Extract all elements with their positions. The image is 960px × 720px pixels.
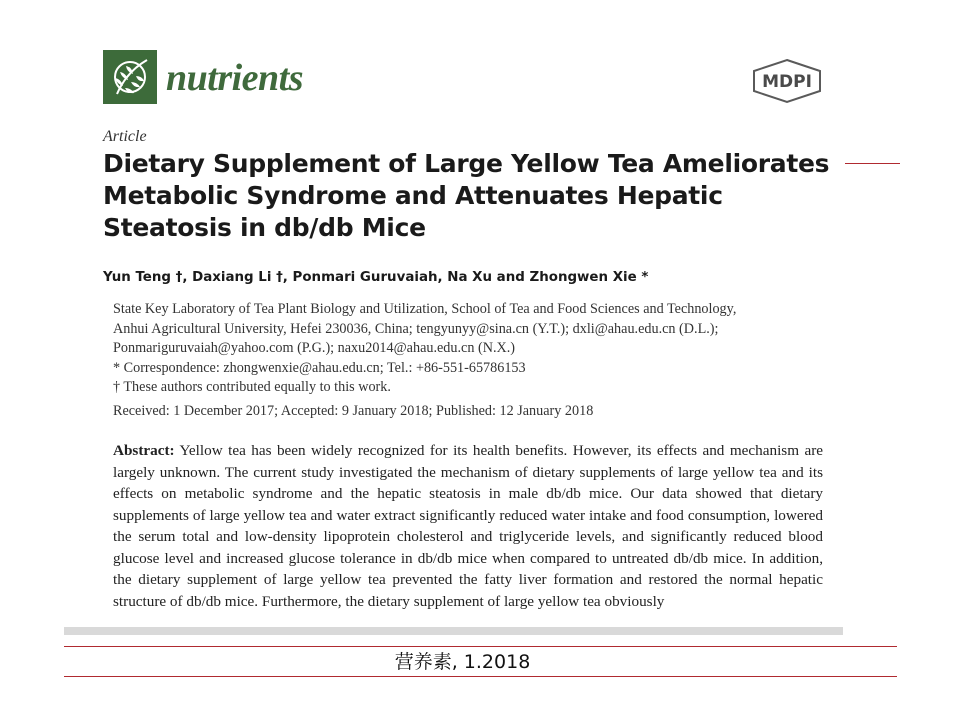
abstract xyxy=(113,440,823,612)
abstract-text: Yellow tea has been widely recognized for its health benefits. However, its effects and mechanism are largely unknown. The current study investigated the mechanism of dietary supplements of large yellow tea and its effects on metabolic syndrome and the hepatic steatosis in male db/db mice. Our data showed that dietary supplements of large yellow tea and water extract significantly reduced water intake and food consumption, lowered the serum total and low-density lipoprotein cholesterol and triglyceride levels, and significantly reduced blood glucose level and increased glucose tolerance in db/db mice when compared to untreated db/db mice. In addition, the dietary supplement of large yellow tea prevented the fatty liver formation and restored the normal hepatic structure of db/db mice. Furthermore, the dietary supplement of large yellow tea obviously xyxy=(113,442,824,610)
journal-name: nutrients xyxy=(166,57,304,99)
scan-crop-strip xyxy=(64,627,843,635)
abstract-label: Abstract: xyxy=(113,442,175,459)
article-type-label: Article xyxy=(103,128,147,145)
affiliation-line: Ponmariguruvaiah@yahoo.com (P.G.); naxu2014@ahau.edu.cn (N.X.) xyxy=(113,340,516,356)
author-list: Yun Teng †, Daxiang Li †, Ponmari Guruvaiah, Na Xu and Zhongwen Xie * xyxy=(103,270,649,285)
affiliation-line: State Key Laboratory of Tea Plant Biology and Utilization, School of Tea and Food Sciences and Technology, xyxy=(113,301,737,317)
slide-caption: 营养素, 1.2018 xyxy=(394,651,531,673)
slide-rule-bottom xyxy=(64,676,897,677)
article-title: Dietary Supplement of Large Yellow Tea Ameliorates Metabolic Syndrome and Attenuates Hepatic Steatosis in db/db Mice xyxy=(103,149,830,242)
publication-dates: Received: 1 December 2017; Accepted: 9 January 2018; Published: 12 January 2018 xyxy=(113,403,594,419)
equal-contribution-note: † These authors contributed equally to this work. xyxy=(113,379,391,395)
correspondence-line: * Correspondence: zhongwenxie@ahau.edu.cn; Tel.: +86-551-65786153 xyxy=(113,359,526,376)
publisher-name: MDPI xyxy=(762,72,812,92)
affiliation-line: Anhui Agricultural University, Hefei 230036, China; tengyunyy@sina.cn (Y.T.); dxli@ahau.edu.cn (D.L.); xyxy=(113,320,719,337)
